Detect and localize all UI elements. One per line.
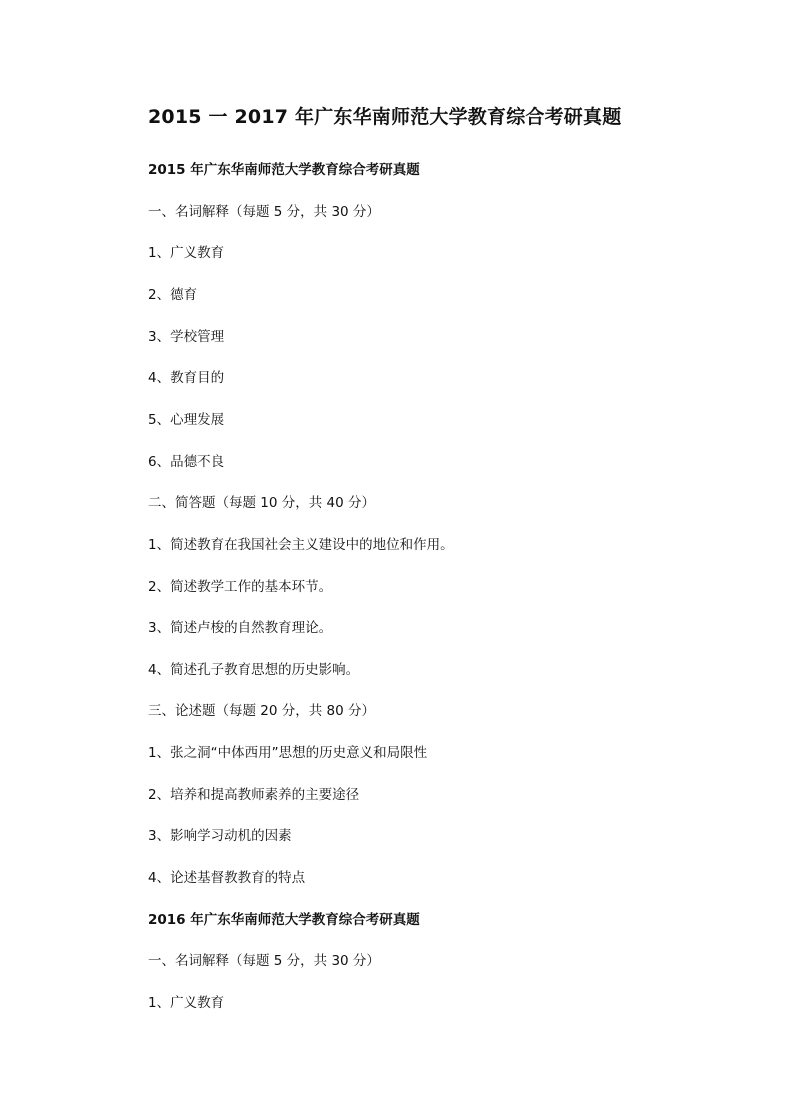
document-line: 1、广义教育 <box>148 245 225 262</box>
document-line: 2、简述教学工作的基本环节。 <box>148 578 333 595</box>
document-line: 2、德育 <box>148 286 198 303</box>
section-heading: 2016 年广东华南师范大学教育综合考研真题 <box>148 911 420 928</box>
document-line: 2、培养和提高教师素养的主要途径 <box>148 786 360 803</box>
document-line: 一、名词解释（每题 5 分，共 30 分） <box>148 203 380 220</box>
document-line: 6、品德不良 <box>148 453 225 470</box>
document-line: 一、名词解释（每题 5 分，共 30 分） <box>148 953 380 970</box>
document-line: 4、教育目的 <box>148 370 225 387</box>
document-title: 2015 一 2017 年广东华南师范大学教育综合考研真题 <box>148 106 622 128</box>
document-line: 1、张之洞“中体西用”思想的历史意义和局限性 <box>148 745 428 762</box>
document-line: 二、简答题（每题 10 分，共 40 分） <box>148 495 376 512</box>
document-line: 4、简述孔子教育思想的历史影响。 <box>148 661 360 678</box>
document-line: 三、论述题（每题 20 分，共 80 分） <box>148 703 376 720</box>
document-line: 4、论述基督教教育的特点 <box>148 870 306 887</box>
document-line: 5、心理发展 <box>148 411 225 428</box>
document-line: 1、广义教育 <box>148 995 225 1011</box>
document-line: 3、学校管理 <box>148 328 225 345</box>
document-line: 3、影响学习动机的因素 <box>148 828 292 845</box>
document-line: 1、简述教育在我国社会主义建设中的地位和作用。 <box>148 536 454 553</box>
section-heading: 2015 年广东华南师范大学教育综合考研真题 <box>148 162 420 178</box>
document-line: 3、简述卢梭的自然教育理论。 <box>148 620 333 637</box>
